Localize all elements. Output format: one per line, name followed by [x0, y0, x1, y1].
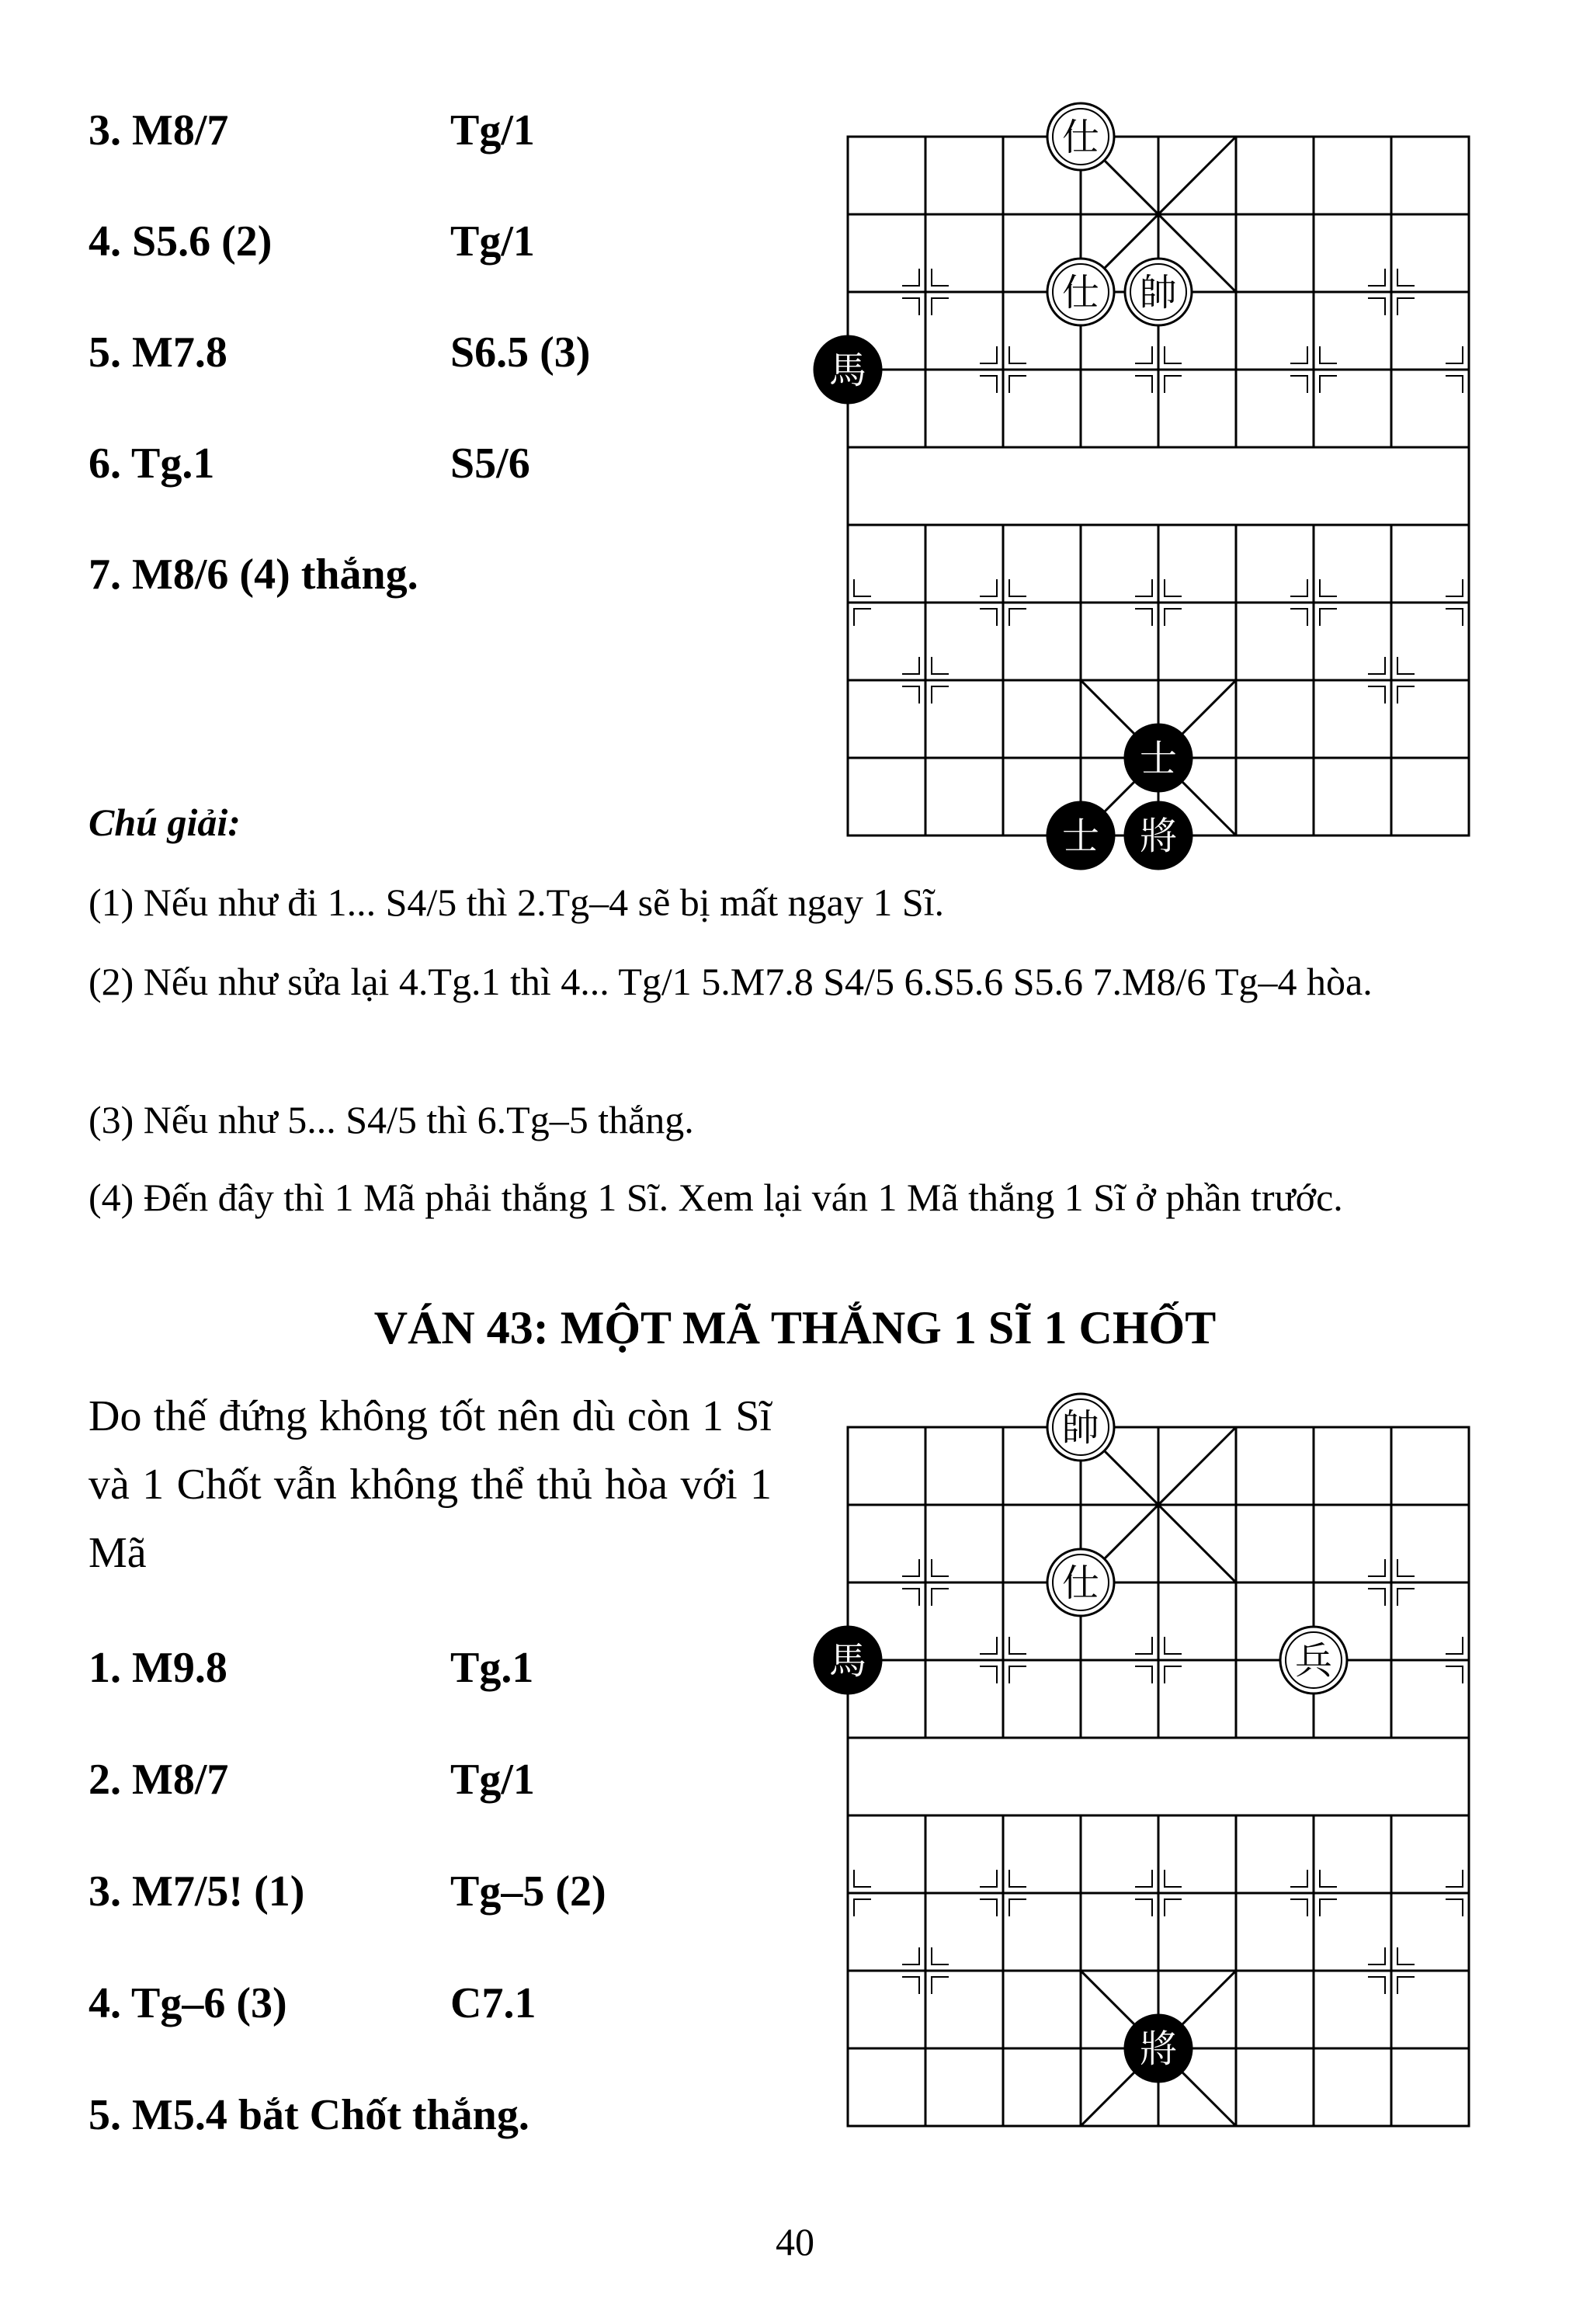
white-move: 3. M8/7: [89, 106, 229, 155]
red-piece: [1280, 1627, 1347, 1693]
black-piece: [814, 336, 881, 403]
red-piece: [1047, 1394, 1114, 1461]
black-move: C7.1: [450, 1979, 536, 2027]
svg-text:將: 將: [1139, 2027, 1178, 2071]
note-4: (4) Đến đây thì 1 Mã phải thắng 1 Sĩ. Xem lại ván 1 Mã thắng 1 Sĩ ở phần trước.: [89, 1176, 1343, 1219]
red-piece: [1047, 259, 1114, 325]
xiangqi-board-1: [828, 116, 1469, 858]
svg-text:帥: 帥: [1139, 271, 1178, 314]
black-move: Tg.1: [450, 1644, 534, 1692]
white-move: 5. M5.4 bắt Chốt thắng.: [89, 2091, 529, 2139]
svg-text:仕: 仕: [1061, 116, 1100, 159]
note-1: (1) Nếu như đi 1... S4/5 thì 2.Tg–4 sẽ bị mất ngay 1 Sĩ.: [89, 881, 945, 924]
page-number: 40: [776, 2220, 814, 2263]
svg-text:士: 士: [1061, 815, 1100, 858]
red-piece: [1047, 103, 1114, 170]
red-piece: [1047, 1549, 1114, 1616]
black-piece: [814, 1627, 881, 1693]
move-row: [89, 328, 787, 377]
black-move: S5/6: [450, 439, 530, 488]
move-row: [89, 550, 787, 599]
note-2: (2) Nếu như sửa lại 4.Tg.1 thì 4... Tg/1 5.M7.8 S4/5 6.S5.6 S5.6 7.M8/6 Tg–4 hòa.: [89, 960, 1373, 1003]
notes-heading: Chú giải:: [89, 801, 241, 844]
black-move: Tg/1: [450, 1756, 535, 1804]
move-row: [89, 106, 787, 155]
white-move: 2. M8/7: [89, 1756, 229, 1804]
svg-text:馬: 馬: [828, 1639, 867, 1683]
black-move: Tg–5 (2): [450, 1867, 606, 1916]
move-row: [89, 2090, 787, 2140]
svg-text:兵: 兵: [1294, 1639, 1333, 1683]
black-piece: [1125, 724, 1192, 791]
white-move: 1. M9.8: [89, 1644, 227, 1692]
black-piece: [1047, 802, 1114, 869]
move-row: [89, 1978, 787, 2028]
red-piece: [1125, 259, 1192, 325]
svg-text:仕: 仕: [1061, 1561, 1100, 1605]
white-move: 5. M7.8: [89, 328, 227, 377]
svg-text:帥: 帥: [1061, 1406, 1100, 1450]
black-move: Tg/1: [450, 106, 535, 155]
note-3: (3) Nếu như 5... S4/5 thì 6.Tg–5 thắng.: [89, 1098, 694, 1141]
white-move: 3. M7/5! (1): [89, 1867, 305, 1916]
game-intro: Do thế đứng không tốt nên dù còn 1 Sĩ và 1 Chốt vẫn không thể thủ hòa với 1 Mã: [89, 1392, 772, 1577]
white-move: 6. Tg.1: [89, 439, 215, 488]
move-row: [89, 1867, 787, 1916]
move-row: [89, 439, 787, 488]
game-title: VÁN 43: MỘT MÃ THẮNG 1 SĨ 1 CHỐT: [373, 1302, 1217, 1353]
black-piece: [1125, 802, 1192, 869]
black-move: Tg/1: [450, 217, 535, 266]
svg-text:馬: 馬: [828, 349, 867, 392]
black-piece: [1125, 2015, 1192, 2082]
move-row: [89, 1755, 787, 1805]
xiangqi-board-2: [828, 1406, 1469, 2126]
white-move: 7. M8/6 (4) thắng.: [89, 551, 418, 599]
white-move: 4. Tg–6 (3): [89, 1979, 287, 2027]
svg-text:將: 將: [1139, 815, 1178, 858]
black-move: S6.5 (3): [450, 328, 591, 377]
move-row: [89, 1643, 787, 1693]
svg-text:士: 士: [1139, 737, 1178, 780]
svg-text:仕: 仕: [1061, 271, 1100, 314]
white-move: 4. S5.6 (2): [89, 217, 273, 266]
move-row: [89, 217, 787, 266]
